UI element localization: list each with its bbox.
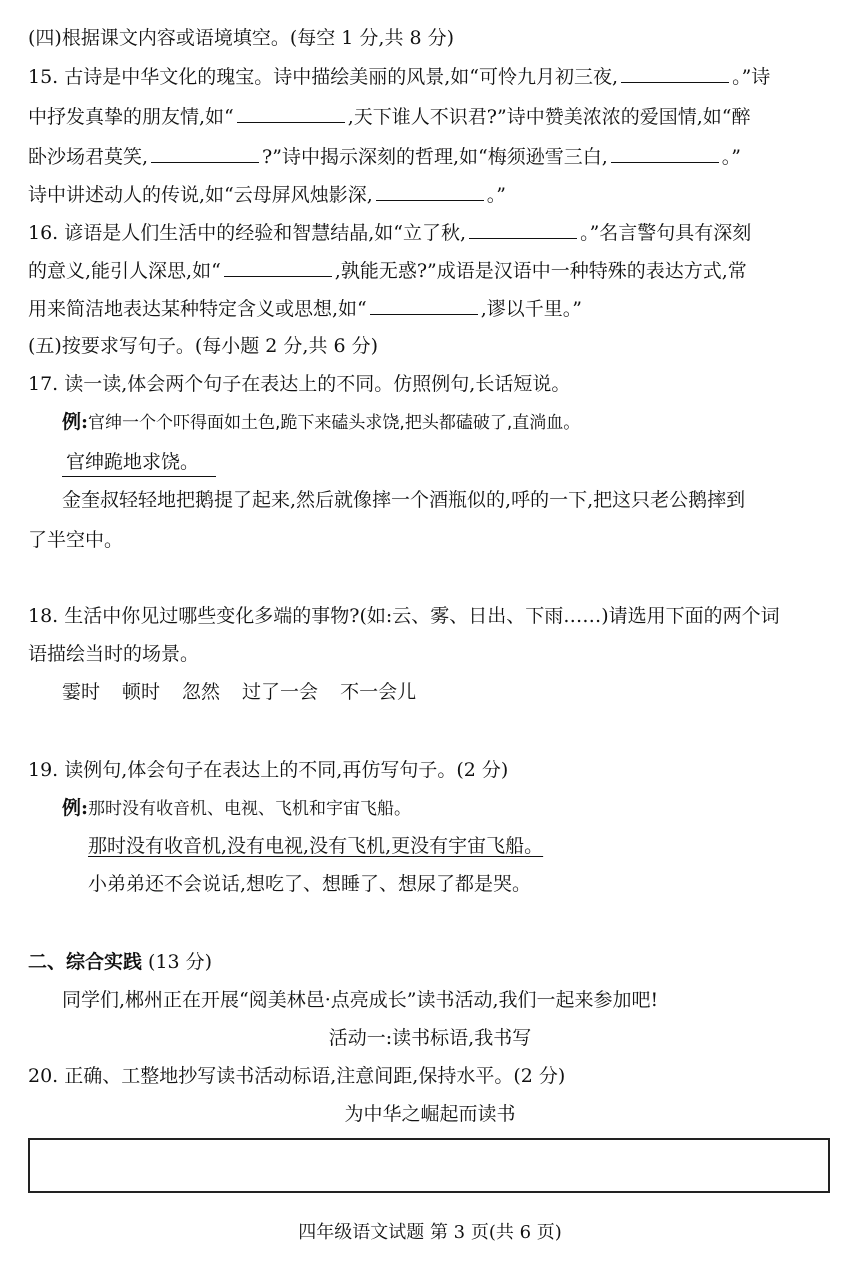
slogan-text: 为中华之崛起而读书 [344, 1103, 516, 1125]
word-item: 过了一会 [242, 681, 319, 703]
q16-text: 用来简洁地表达某种特定含义或思想,如“ [28, 298, 367, 320]
fill-blank[interactable] [370, 296, 478, 315]
word-item: 忽然 [182, 681, 221, 703]
q16-text: 16. 谚语是人们生活中的经验和智慧结晶,如“立了秋, [28, 222, 467, 244]
q16-line-2 [28, 258, 747, 283]
q19-example-answer [88, 834, 543, 858]
q15-line-3 [28, 144, 741, 169]
fill-blank[interactable] [224, 258, 332, 277]
fill-blank[interactable] [151, 144, 259, 163]
part-2-title: 二、综合实践 [28, 951, 143, 973]
q16-text: ,孰能无惑?”成语是汉语中一种特殊的表达方式,常 [334, 260, 747, 282]
q15-text: 。” [721, 146, 741, 168]
q16-line-1 [28, 220, 751, 245]
q17-task-line-2: 了半空中。 [28, 529, 124, 551]
example-text: 官绅一个个吓得面如土色,跪下来磕头求饶,把头都磕破了,直淌血。 [88, 413, 581, 433]
fill-blank[interactable] [376, 182, 484, 201]
fill-blank[interactable] [237, 104, 345, 123]
q16-text: 的意义,能引人深思,如“ [28, 260, 221, 282]
q15-text: 。”诗 [732, 66, 771, 88]
q18-prompt-line-1: 18. 生活中你见过哪些变化多端的事物?(如:云、雾、日出、下雨……)请选用下面的两个词 [28, 605, 780, 627]
section-4-title: (四)根据课文内容或语境填空。(每空 1 分,共 8 分) [28, 27, 455, 49]
q18-prompt-line-2: 语描绘当时的场景。 [28, 643, 200, 665]
fill-blank[interactable] [611, 144, 719, 163]
example-label: 例: [62, 797, 89, 819]
q15-text: 中抒发真挚的朋友情,如“ [28, 106, 234, 128]
q17-task-line-1: 金奎叔轻轻地把鹅提了起来,然后就像摔一个酒瓶似的,呼的一下,把这只老公鹅摔到 [62, 489, 746, 511]
q20-prompt: 20. 正确、工整地抄写读书活动标语,注意间距,保持水平。(2 分) [28, 1065, 566, 1087]
writing-box[interactable] [28, 1138, 830, 1193]
q15-text: 卧沙场君莫笑, [28, 146, 149, 168]
word-item: 顿时 [122, 681, 161, 703]
q17-prompt: 17. 读一读,体会两个句子在表达上的不同。仿照例句,长话短说。 [28, 373, 571, 395]
example-answer: 那时没有收音机,没有电视,没有飞机,更没有宇宙飞船。 [88, 835, 544, 857]
example-label: 例: [62, 411, 89, 433]
q17-example [62, 410, 580, 435]
q15-text: 诗中讲述动人的传说,如“云母屏风烛影深, [28, 184, 373, 206]
q15-line-4 [28, 182, 506, 207]
q15-text: 15. 古诗是中华文化的瑰宝。诗中描绘美丽的风景,如“可怜九月初三夜, [28, 66, 619, 88]
q19-example [62, 796, 411, 821]
q19-task: 小弟弟还不会说话,想吃了、想睡了、想尿了都是哭。 [88, 873, 532, 895]
fill-blank[interactable] [469, 220, 577, 239]
part-2-heading [28, 950, 212, 974]
page-footer: 四年级语文试题 第 3 页(共 6 页) [298, 1222, 562, 1243]
q15-text: ?”诗中揭示深刻的哲理,如“梅须逊雪三白, [262, 146, 608, 168]
q15-text: ,天下谁人不识君?”诗中赞美浓浓的爱国情,如“醉 [347, 106, 751, 128]
q19-prompt: 19. 读例句,体会句子在表达上的不同,再仿写句子。(2 分) [28, 759, 509, 781]
word-item: 霎时 [62, 681, 101, 703]
q16-text: ,谬以千里。” [480, 298, 583, 320]
part-2-score: (13 分) [142, 951, 213, 973]
section-5-title: (五)按要求写句子。(每小题 2 分,共 6 分) [28, 335, 379, 357]
q15-line-2 [28, 104, 750, 129]
example-text: 那时没有收音机、电视、飞机和宇宙飞船。 [88, 799, 412, 819]
fill-blank[interactable] [621, 64, 729, 83]
example-answer: 官绅跪地求饶。 [62, 450, 216, 477]
q15-line-1 [28, 64, 770, 89]
q17-example-answer [62, 450, 216, 477]
activity-1-title: 活动一:读书标语,我书写 [328, 1027, 532, 1049]
word-item: 不一会儿 [340, 681, 417, 703]
q15-text: 。” [486, 184, 507, 206]
part-2-intro: 同学们,郴州正在开展“阅美林邑·点亮成长”读书活动,我们一起来参加吧! [62, 989, 659, 1011]
q16-text: 。”名言警句具有深刻 [580, 222, 752, 244]
q16-line-3 [28, 296, 582, 321]
q18-word-list [62, 680, 416, 704]
